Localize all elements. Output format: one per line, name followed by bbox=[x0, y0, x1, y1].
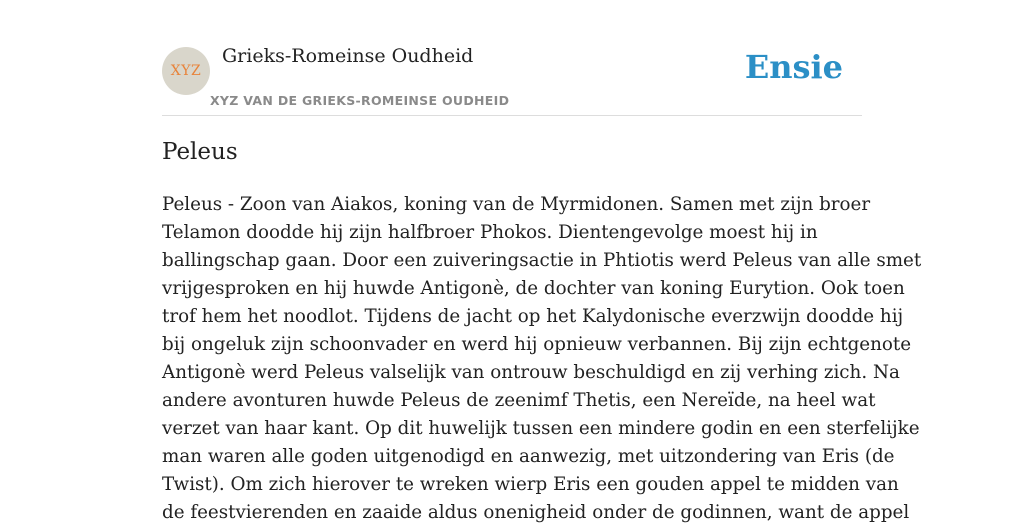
article-body-line: Antigonè werd Peleus valselijk van ontrouw beschuldigd en zij verhing zich. Na bbox=[162, 362, 900, 383]
article-body-line: andere avonturen huwde Peleus de zeenimf Thetis, een Nereïde, na heel wat bbox=[162, 390, 876, 411]
article-body-line: bij ongeluk zijn schoonvader en werd hij opnieuw verbannen. Bij zijn echtgenote bbox=[162, 334, 912, 355]
article-body-line: ballingschap gaan. Door een zuiveringsactie in Phtiotis werd Peleus van alle smet bbox=[162, 250, 922, 271]
site-header bbox=[162, 0, 862, 116]
article-body-line: man waren alle goden uitgenodigd en aanwezig, met uitzondering van Eris (de bbox=[162, 446, 895, 467]
article-body-line: trof hem het noodlot. Tijdens de jacht op het Kalydonische everzwijn doodde hij bbox=[162, 306, 904, 327]
article-body bbox=[162, 191, 922, 527]
ensie-logo-link[interactable]: Ensie bbox=[744, 48, 843, 86]
site-title-link[interactable]: Grieks-Romeinse Oudheid bbox=[222, 45, 474, 67]
article-body-line: vrijgesproken en hij huwde Antigonè, de dochter van koning Eurytion. Ook toen bbox=[162, 278, 905, 299]
article-body-line: verzet van haar kant. Op dit huwelijk tussen een mindere godin en een sterfelijke bbox=[162, 418, 920, 439]
article-body-line: Telamon doodde hij zijn halfbroer Phokos. Dientengevolge moest hij in bbox=[162, 222, 818, 243]
site-subtitle: XYZ VAN DE GRIEKS-ROMEINSE OUDHEID bbox=[210, 93, 510, 108]
article-body-line: Peleus - Zoon van Aiakos, koning van de Myrmidonen. Samen met zijn broer bbox=[162, 194, 871, 215]
article-body-line: Twist). Om zich hierover te wreken wierp Eris een gouden appel te midden van bbox=[162, 474, 899, 495]
article-title: Peleus bbox=[162, 139, 238, 165]
site-avatar[interactable] bbox=[162, 47, 210, 95]
avatar-text: XYZ bbox=[170, 63, 202, 79]
article-body-line: de feestvierenden en zaaide aldus onenigheid onder de godinnen, want de appel bbox=[162, 502, 910, 523]
